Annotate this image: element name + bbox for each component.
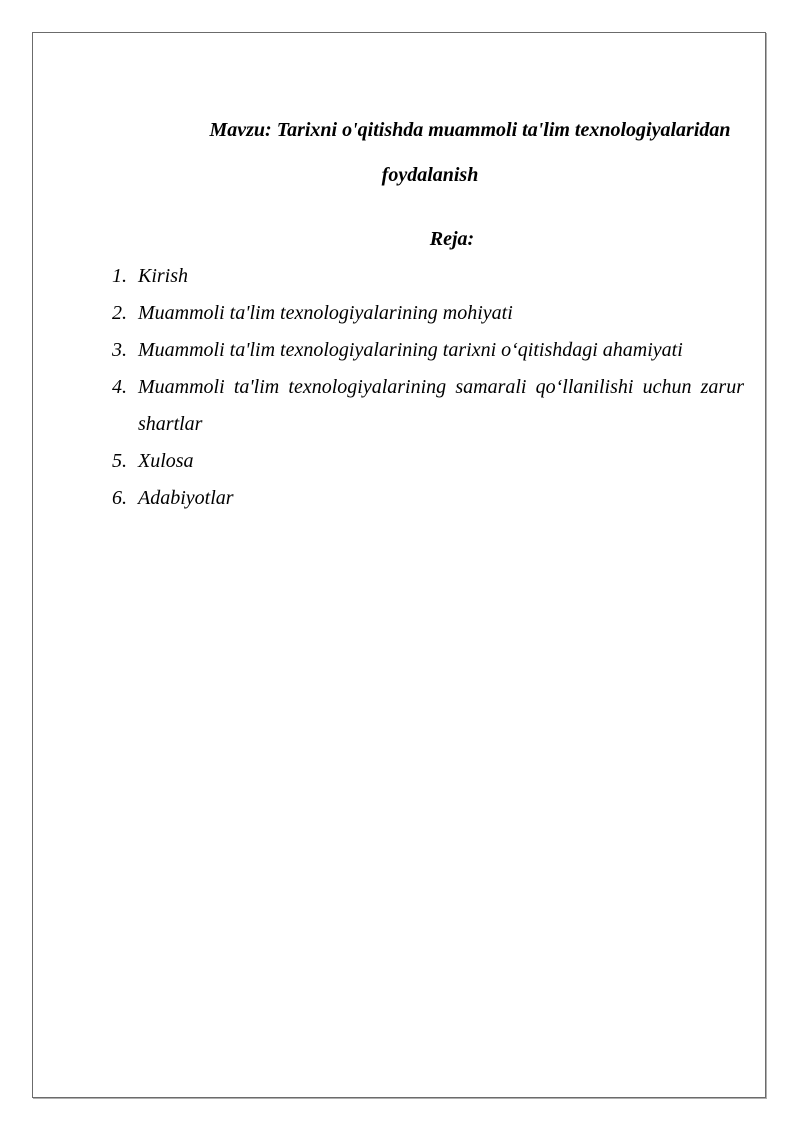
plan-item-number: 4. bbox=[112, 376, 127, 398]
plan-item-number: 1. bbox=[112, 265, 127, 287]
plan-item-number: 6. bbox=[112, 487, 127, 509]
plan-item-5 bbox=[112, 443, 744, 480]
plan-item-number: 2. bbox=[112, 302, 127, 324]
plan-item-text: Muammoli ta'lim texnologiyalarining samarali qo‘llanilishi uchun zarur shartlar bbox=[138, 376, 744, 435]
document-title: Mavzu: Tarixni o'qitishda muammoli ta'lim texnologiyalaridan foydalanish bbox=[209, 119, 731, 186]
plan-item-text: Kirish bbox=[138, 265, 189, 287]
plan-item-1 bbox=[112, 258, 744, 295]
plan-item-text: Muammoli ta'lim texnologiyalarining tarixni o‘qitishdagi ahamiyati bbox=[138, 339, 683, 361]
plan-item-text: Adabiyotlar bbox=[138, 487, 234, 509]
plan-item-text: Muammoli ta'lim texnologiyalarining mohiyati bbox=[138, 302, 513, 324]
plan-item-3 bbox=[112, 332, 744, 369]
plan-item-number: 3. bbox=[112, 339, 127, 361]
plan-item-6 bbox=[112, 480, 744, 517]
plan-item-2 bbox=[112, 295, 744, 332]
plan-item-text: Xulosa bbox=[138, 450, 194, 472]
plan-list bbox=[112, 258, 744, 517]
plan-heading: Reja: bbox=[429, 228, 475, 250]
plan-item-4 bbox=[112, 369, 744, 443]
plan-item-number: 5. bbox=[112, 450, 127, 472]
